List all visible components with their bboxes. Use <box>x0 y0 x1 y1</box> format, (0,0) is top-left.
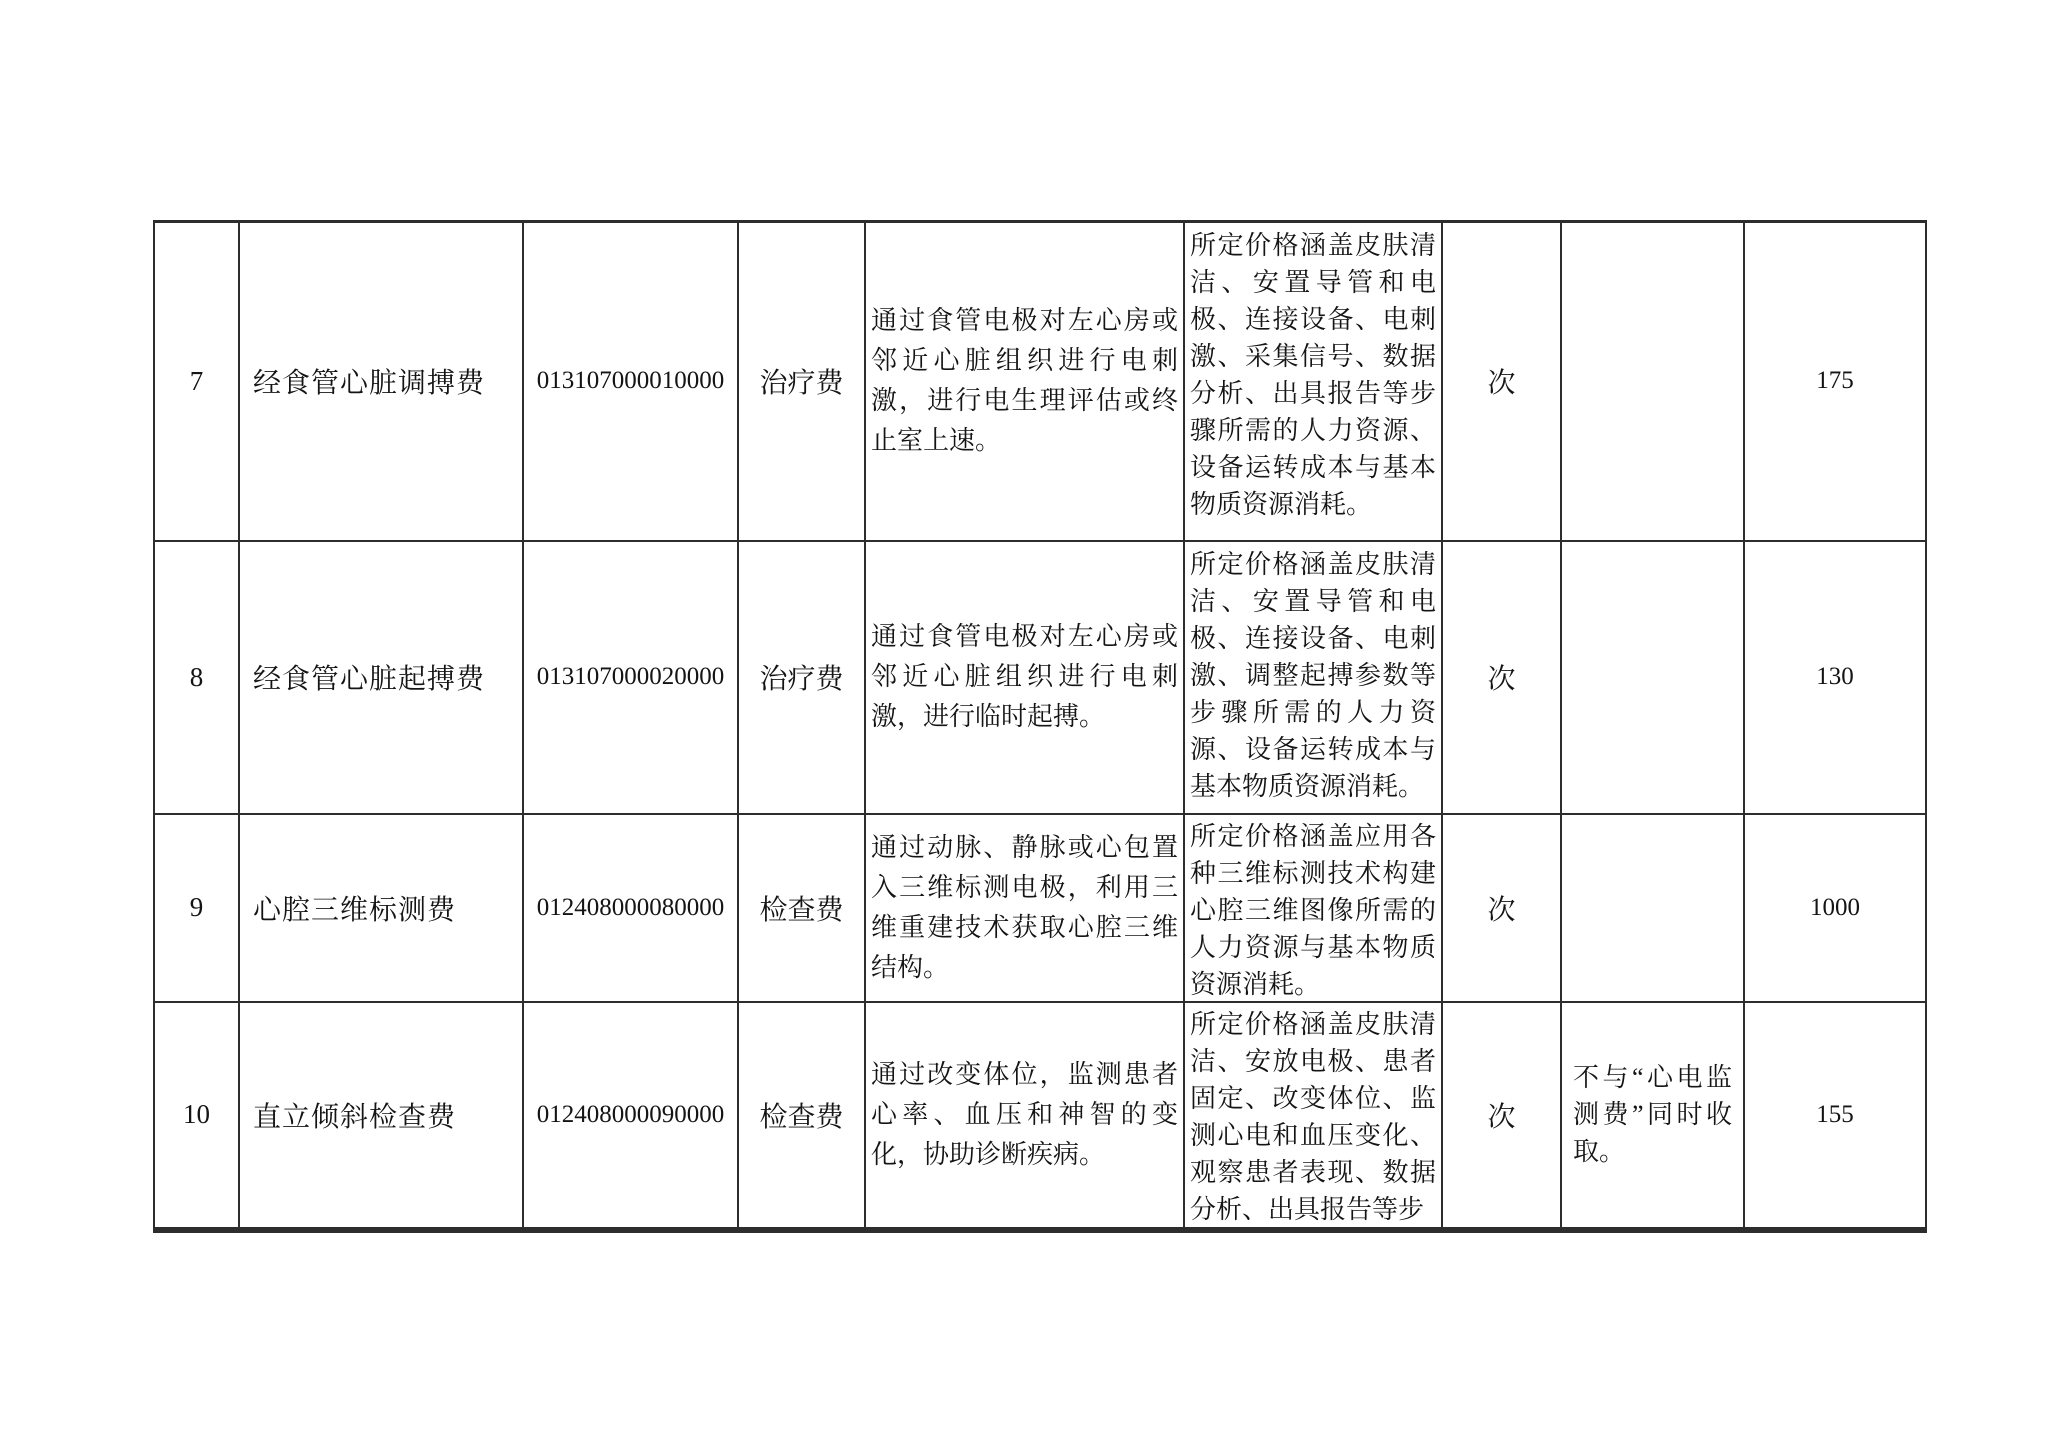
price-coverage-cell <box>1184 541 1442 814</box>
item-code-cell: 013107000020000 <box>523 541 738 814</box>
row-number-cell: 8 <box>154 541 239 814</box>
description-cell: 通过改变体位，监测患者心率、血压和神智的变化，协助诊断疾病。 <box>865 1002 1184 1230</box>
table-row <box>154 541 1926 814</box>
description-cell: 通过食管电极对左心房或邻近心脏组织进行电刺激，进行电生理评估或终止室上速。 <box>865 222 1184 541</box>
item-code-cell: 013107000010000 <box>523 222 738 541</box>
item-code-cell: 012408000080000 <box>523 814 738 1002</box>
fee-type-cell: 治疗费 <box>738 541 865 814</box>
unit-cell: 次 <box>1442 814 1561 1002</box>
table-row <box>154 814 1926 1002</box>
fee-type-cell: 检查费 <box>738 814 865 1002</box>
item-name-cell: 心腔三维标测费 <box>239 814 523 1002</box>
description-cell: 通过动脉、静脉或心包置入三维标测电极，利用三维重建技术获取心腔三维结构。 <box>865 814 1184 1002</box>
table-row <box>154 222 1926 541</box>
item-name-cell: 经食管心脏调搏费 <box>239 222 523 541</box>
price-coverage-cell <box>1184 814 1442 1002</box>
unit-cell: 次 <box>1442 222 1561 541</box>
description-cell: 通过食管电极对左心房或邻近心脏组织进行电刺激，进行临时起搏。 <box>865 541 1184 814</box>
row-number-cell: 7 <box>154 222 239 541</box>
price-cell: 155 <box>1744 1002 1926 1230</box>
note-cell: 不与“心电监测费”同时收取。 <box>1561 1002 1744 1230</box>
note-cell <box>1561 222 1744 541</box>
price-cell: 130 <box>1744 541 1926 814</box>
item-name-cell: 经食管心脏起搏费 <box>239 541 523 814</box>
price-coverage-cell <box>1184 1002 1442 1230</box>
coverage-text: 所定价格涵盖皮肤清洁、安放电极、患者固定、改变体位、监测心电和血压变化、观察患者表现、数据分析、出具报告等步 <box>1190 1009 1436 1224</box>
coverage-text: 所定价格涵盖皮肤清洁、安置导管和电极、连接设备、电刺激、采集信号、数据分析、出具报告等步骤所需的人力资源、设备运转成本与基本物质资源消耗。 <box>1190 230 1436 519</box>
coverage-text: 所定价格涵盖应用各种三维标测技术构建心腔三维图像所需的人力资源与基本物质资源消耗。 <box>1190 822 1436 999</box>
unit-cell: 次 <box>1442 1002 1561 1230</box>
coverage-text: 所定价格涵盖皮肤清洁、安置导管和电极、连接设备、电刺激、调整起搏参数等步骤所需的人力资源、设备运转成本与基本物质资源消耗。 <box>1190 549 1436 801</box>
table-row <box>154 1002 1926 1230</box>
note-cell <box>1561 814 1744 1002</box>
fee-type-cell: 检查费 <box>738 1002 865 1230</box>
item-name-cell: 直立倾斜检查费 <box>239 1002 523 1230</box>
price-cell: 1000 <box>1744 814 1926 1002</box>
fee-type-cell: 治疗费 <box>738 222 865 541</box>
note-cell <box>1561 541 1744 814</box>
fee-schedule-table <box>153 220 1927 1233</box>
price-coverage-cell <box>1184 222 1442 541</box>
price-cell: 175 <box>1744 222 1926 541</box>
row-number-cell: 10 <box>154 1002 239 1230</box>
row-number-cell: 9 <box>154 814 239 1002</box>
item-code-cell: 012408000090000 <box>523 1002 738 1230</box>
unit-cell: 次 <box>1442 541 1561 814</box>
